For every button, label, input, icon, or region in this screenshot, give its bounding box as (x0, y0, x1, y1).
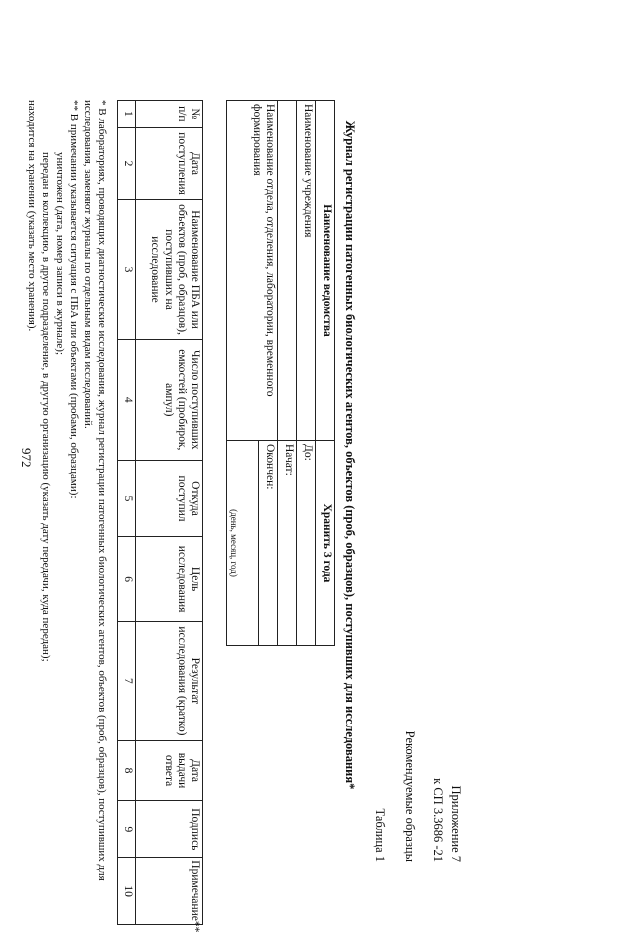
page-number: 972 (19, 448, 34, 468)
footnote-option-transferred: передан в коллекцию, в другое подразделение, в другую организацию (указать дату передачи, куда передан); (39, 152, 52, 662)
column-number-row (118, 101, 136, 925)
column-header: Откуда поступил (136, 460, 203, 536)
footnote-option-destroyed: уничтожен (дата, номер записи в журнале); (53, 152, 66, 355)
column-header: Подпись (136, 801, 203, 858)
column-header: Число поступивших емкостей (пробирок, ампул) (136, 339, 203, 460)
column-number: 1 (118, 101, 136, 128)
regulation-reference: к СП 3.3686 -21 (430, 778, 445, 862)
column-number: 5 (118, 460, 136, 536)
institution-value (278, 101, 297, 441)
footnote-2: ** В примечании указывается ситуация с ПБА или объектами (пробами, образцами): (67, 100, 80, 499)
footnote-option-stored: находится на хранении (указать место хранения). (25, 100, 38, 332)
column-number: 8 (118, 740, 136, 801)
appendix-label: Приложение 7 (449, 785, 463, 862)
column-number: 9 (118, 801, 136, 858)
date-format-hint: (день, месяц, год) (227, 441, 259, 646)
table-header-row (136, 101, 203, 925)
registration-table (117, 100, 203, 932)
column-header: № п/п (136, 101, 203, 128)
table-label: Таблица 1 (373, 808, 387, 862)
end-label: Окончен: (259, 441, 278, 646)
column-header: Цель исследования (136, 537, 203, 622)
appendix-header (401, 731, 465, 862)
retention-label: Хранить 3 года (316, 441, 335, 646)
division-label: Наименование отдела, отделения, лаборатории, временного формирования (227, 101, 278, 441)
column-number: 6 (118, 537, 136, 622)
column-header: Результат исследования (кратко) (136, 622, 203, 741)
column-number: 7 (118, 622, 136, 741)
footnotes (25, 100, 109, 925)
column-number: 4 (118, 339, 136, 460)
journal-title: Журнал регистрации патогенных биологических агентов, объектов (проб, образцов), поступивших для исследования* (343, 120, 357, 790)
journal-info-table (226, 100, 335, 646)
column-header: Дата поступления (136, 127, 203, 200)
column-number: 2 (118, 127, 136, 200)
start-label: Начат: (278, 441, 297, 646)
column-number: 3 (118, 200, 136, 339)
institution-label: Наименование учреждения (297, 101, 316, 441)
until-label: До: (297, 441, 316, 646)
column-number: 10 (118, 858, 136, 925)
department-label: Наименование ведомства (316, 101, 335, 441)
column-header: Примечание** (136, 858, 203, 925)
column-header: Наименование ПБА или объектов (проб, образцов), поступивших на исследование (136, 200, 203, 339)
footnote-1: * В лабораториях, проводящих диагностические исследования, журнал регистрации патогенных биологических агентов, объектов (проб, образцов), поступивших для исследования, заменяют журналы по отдельным видам исследований. (81, 100, 108, 881)
column-header: Дата выдачи ответа (136, 740, 203, 801)
recommended-samples-label: Рекомендуемые образцы (402, 730, 417, 862)
